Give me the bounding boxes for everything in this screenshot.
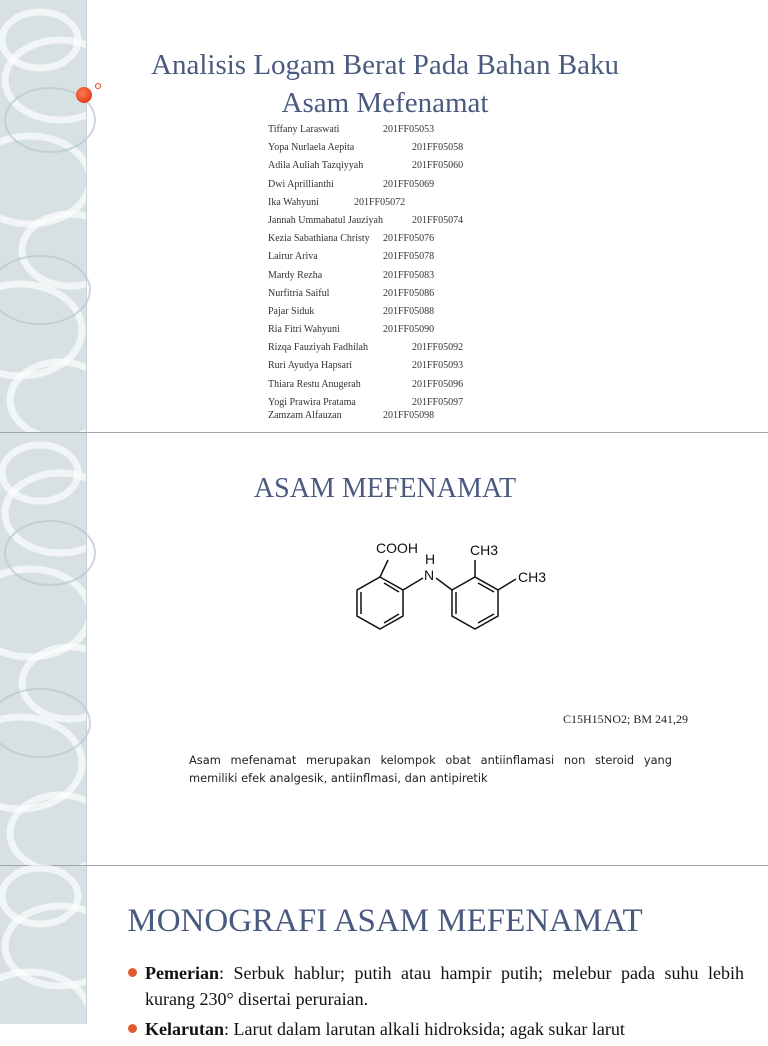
member-id: 201FF05096 xyxy=(412,378,464,390)
decorative-swirl-panel xyxy=(0,866,86,1024)
member-name: Rizqa Fauziyah Fadhilah xyxy=(268,342,368,354)
member-id: 201FF05092 xyxy=(412,342,464,354)
bullet-icon xyxy=(128,968,137,977)
member-id: 201FF05060 xyxy=(412,160,464,172)
h-label: H xyxy=(425,551,436,567)
member-name: Zamzam Alfauzan xyxy=(268,410,342,421)
member-id: 201FF05088 xyxy=(383,305,435,317)
member-name: Thiara Restu Anugerah xyxy=(268,378,361,390)
n-label: N xyxy=(424,567,435,583)
member-id: 201FF05078 xyxy=(383,251,435,263)
monograph-term: Kelarutan xyxy=(145,1019,224,1039)
member-name: Dwi Aprillianthi xyxy=(268,178,334,190)
monograph-item xyxy=(128,1016,744,1042)
member-id: 201FF05093 xyxy=(412,360,464,372)
member-id: 201FF05069 xyxy=(383,178,435,190)
decorative-border xyxy=(86,866,87,1024)
member-name: Ria Fitri Wahyuni xyxy=(268,324,340,336)
bullet-icon xyxy=(128,1024,137,1033)
member-name: Kezia Sabathiana Christy xyxy=(268,233,370,245)
slide3-title: MONOGRAFI ASAM MEFENAMAT xyxy=(127,903,643,939)
cooh-label: COOH xyxy=(376,540,418,556)
mefenamic-acid-structure xyxy=(340,532,560,642)
member-id: 201FF05053 xyxy=(383,124,435,135)
slide-title xyxy=(0,0,768,432)
decorative-border xyxy=(86,0,87,432)
orange-orb-icon xyxy=(76,87,92,103)
monograph-text: : Serbuk hablur; putih atau hampir putih; melebur pada suhu lebih kurang 230° disertai peruraian. xyxy=(145,963,744,1009)
member-id: 201FF05074 xyxy=(412,214,464,226)
member-name: Ika Wahyuni xyxy=(268,196,319,208)
member-name: Pajar Siduk xyxy=(268,305,315,317)
title-line-2: Asam Mefenamat xyxy=(281,87,489,119)
member-name: Jannah Ummahatul Jauziyah xyxy=(268,214,383,226)
member-name: Tiffany Laraswati xyxy=(268,124,340,135)
member-id: 201FF05072 xyxy=(354,196,406,208)
title-line-1: Analisis Logam Berat Pada Bahan Baku xyxy=(151,49,619,81)
member-name: Lairur Ariva xyxy=(268,251,318,263)
monograph-item xyxy=(128,960,744,1012)
ch3-top-label: CH3 xyxy=(470,542,499,558)
ch3-right-label: CH3 xyxy=(518,569,547,585)
member-id: 201FF05090 xyxy=(383,324,435,336)
swirl-graphic xyxy=(0,433,86,865)
member-name: Adila Auliah Tazqiyyah xyxy=(268,160,364,172)
decorative-swirl-panel xyxy=(0,0,86,432)
decorative-swirl-panel xyxy=(0,433,86,865)
member-name: Ruri Ayudya Hapsari xyxy=(268,360,353,372)
member-id: 201FF05058 xyxy=(412,142,464,154)
slide2-title: ASAM MEFENAMAT xyxy=(253,473,517,504)
monograph-term: Pemerian xyxy=(145,963,219,983)
member-name: Yogi Prawira Pratama xyxy=(268,396,356,408)
member-id: 201FF05098 xyxy=(383,410,435,421)
member-id: 201FF05086 xyxy=(383,287,435,299)
member-name: Mardy Rezha xyxy=(268,269,323,281)
member-name: Nurfitria Saiful xyxy=(268,287,330,299)
swirl-graphic xyxy=(0,0,86,432)
monograph-list xyxy=(128,960,744,1046)
member-id: 201FF05083 xyxy=(383,269,435,281)
slide1-title xyxy=(100,46,670,122)
swirl-graphic xyxy=(0,866,86,1024)
member-id: 201FF05076 xyxy=(383,233,435,245)
description-text: Asam mefenamat merupakan kelompok obat antiinflamasi non steroid yang memiliki efek analgesik, antiinflmasi, dan antipiretik xyxy=(189,753,672,785)
monograph-text: : Larut dalam larutan alkali hidroksida; agak sukar larut xyxy=(224,1019,625,1039)
member-name: Yopa Nurlaela Aepita xyxy=(268,142,355,154)
member-id: 201FF05097 xyxy=(412,396,464,408)
decorative-border xyxy=(86,433,87,865)
molecular-formula: C15H15NO2; BM 241,29 xyxy=(562,712,688,726)
